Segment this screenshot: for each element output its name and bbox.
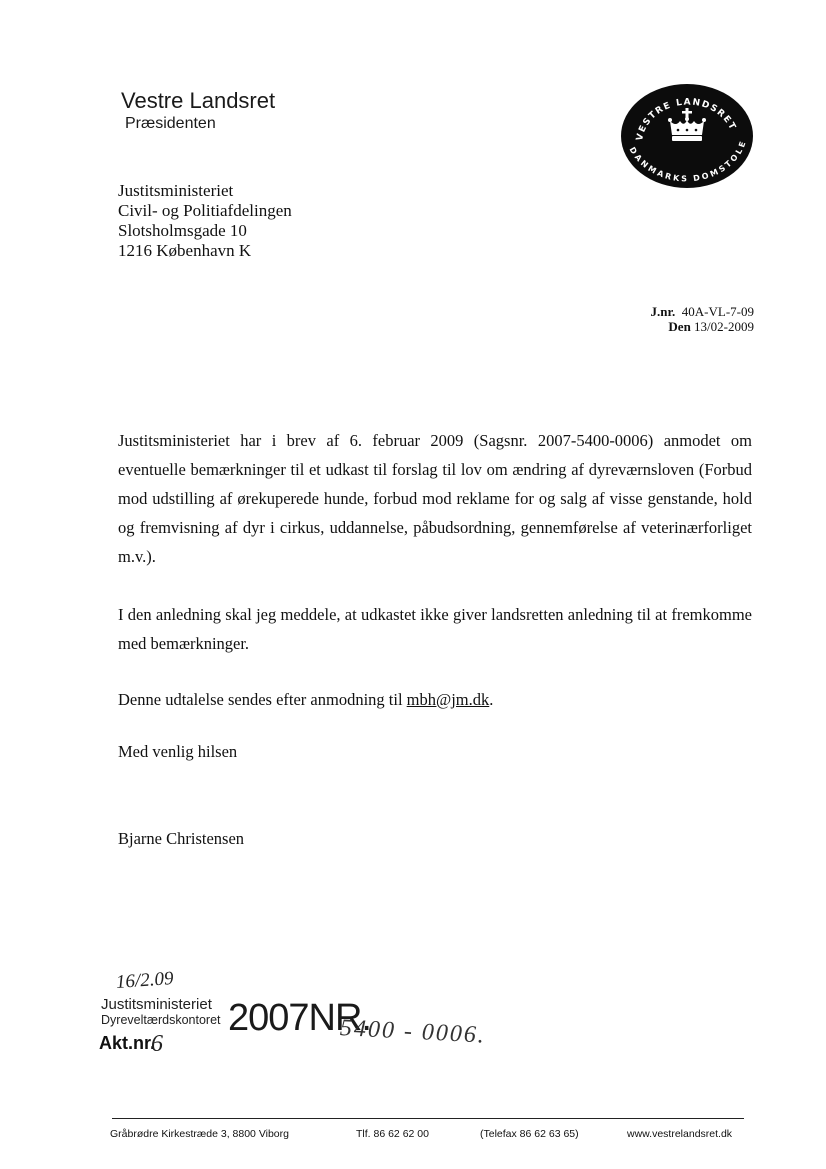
stamp-department: Dyreveltærdskontoret <box>101 1013 221 1027</box>
stamp-akt-label: Akt.nr. <box>99 1033 156 1053</box>
handwritten-date: 16/2.09 <box>115 968 175 993</box>
footer-website[interactable]: www.vestrelandsret.dk <box>627 1128 733 1140</box>
paragraph-text: Denne udtalelse sendes efter anmodning til <box>118 690 407 709</box>
journal-number-label: J.nr. <box>650 304 676 319</box>
stamp-case-number: 2007NR. <box>228 997 371 1039</box>
court-name: Vestre Landsret <box>121 88 276 113</box>
footer-address: Gråbrødre Kirkestræde 3, 8800 Viborg <box>110 1128 289 1140</box>
handwritten-akt-number: 6 <box>151 1031 163 1057</box>
handwritten-case-number: 5400 - 0006. <box>339 1015 487 1049</box>
letter-date-value: 13/02-2009 <box>694 319 754 334</box>
letter-date <box>668 319 754 335</box>
body-paragraph: Justitsministeriet har i brev af 6. februar 2009 (Sagsnr. 2007-5400-0006) anmodet om eventuelle bemærkninger til et udkast til forslag til lov om ændring af dyreværnsloven (Forbud mod udstilling af ørekuperede hunde, forbud mod reklame for og salg af visse genstande, hold og fremvisning af dyr i cirkus, uddannelse, påbudsordning, gennemførelse af veterinærforliget m.v.). <box>118 431 752 566</box>
paragraph-end: . <box>489 690 494 709</box>
body-paragraph <box>118 685 752 714</box>
recipient-line: Justitsministeriet <box>118 181 234 200</box>
recipient-line: Slotsholmsgade 10 <box>118 221 247 240</box>
body-paragraph: I den anledning skal jeg meddele, at udkastet ikke giver landsretten anledning til at fremkomme med bemærkninger. <box>118 605 752 653</box>
footer-divider <box>112 1118 744 1119</box>
signer-name: Bjarne Christensen <box>118 829 245 848</box>
recipient-line: Civil- og Politiafdelingen <box>118 201 292 220</box>
journal-number-value: 40A-VL-7-09 <box>681 304 754 319</box>
stamp-organization: Justitsministeriet <box>101 996 212 1013</box>
email-link[interactable]: mbh@jm.dk <box>406 690 490 709</box>
journal-number <box>650 304 754 320</box>
recipient-line: 1216 København K <box>118 241 252 260</box>
seal-bottom-text: DANMARKS DOMSTOLE <box>627 139 748 184</box>
closing-greeting: Med venlig hilsen <box>118 742 238 761</box>
seal-top-text: VESTRE LANDSRET <box>635 97 738 142</box>
court-seal <box>620 83 754 189</box>
footer-phone: Tlf. 86 62 62 00 <box>356 1128 429 1140</box>
court-office: Præsidenten <box>125 115 216 132</box>
letter-date-label: Den <box>668 319 691 334</box>
footer-fax: (Telefax 86 62 63 65) <box>480 1128 579 1140</box>
